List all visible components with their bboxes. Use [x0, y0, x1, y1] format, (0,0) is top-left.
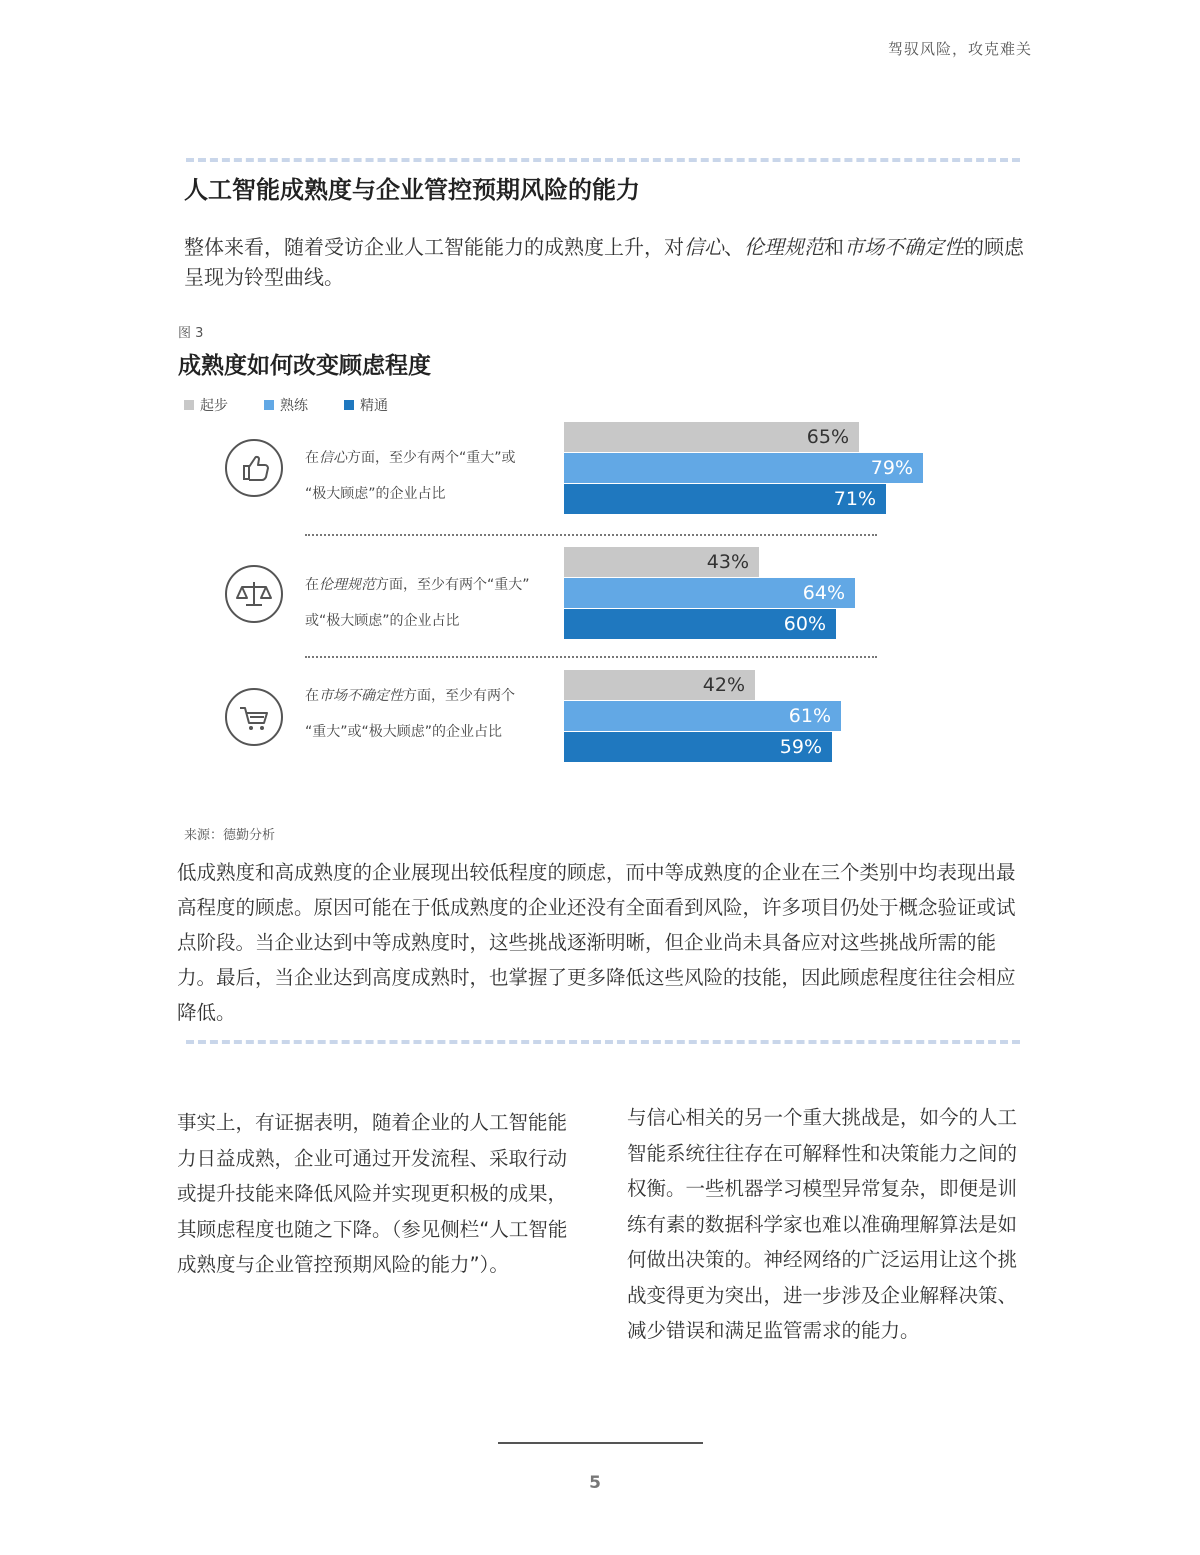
group-label-market [305, 678, 567, 750]
bar-expert-group-3 [564, 732, 832, 762]
bar-beginner-group-1 [564, 422, 859, 452]
intro-term-confidence: 信心 [684, 235, 724, 259]
legend-swatch-expert [344, 400, 354, 410]
bar-beginner-group-2 [564, 547, 759, 577]
bar-value-label: 42% [702, 674, 745, 696]
bar-beginner-group-3 [564, 670, 755, 700]
group-label-line2: “重大”或“极大顾虑”的企业占比 [305, 724, 503, 740]
shopping-cart-icon [225, 688, 283, 746]
page-number: 5 [589, 1473, 601, 1493]
bar-expert-group-2 [564, 609, 836, 639]
group-divider [305, 534, 877, 536]
bar-value-label: 43% [706, 551, 749, 573]
body-right-column: 与信心相关的另一个重大挑战是，如今的人工智能系统往往存在可解释性和决策能力之间的权衡。一些机器学习模型异常复杂，即便是训练有素的数据科学家也难以准确理解算法是如何做出决策的。神经网络的广泛运用让这个挑战变得更为突出，进一步涉及企业解释决策、减少错误和满足监管需求的能力。 [627, 1106, 1018, 1342]
group-label-ethics [305, 567, 567, 639]
legend-label-beginner: 起步 [200, 398, 228, 414]
sidebar-body-paragraph: 低成熟度和高成熟度的企业展现出较低程度的顾虑，而中等成熟度的企业在三个类别中均表现出最高程度的顾虑。原因可能在于低成熟度的企业还没有全面看到风险，许多项目仍处于概念验证或试点阶段。当企业达到中等成熟度时，这些挑战逐渐明晰，但企业尚未具备应对这些挑战所需的能力。最后，当企业达到高度成熟时，也掌握了更多降低这些风险的技能，因此顾虑程度往往会相应降低。 [177, 861, 1016, 1024]
legend-label-skilled: 熟练 [280, 398, 308, 414]
chart-legend [184, 395, 424, 415]
intro-sep-1: 、 [724, 235, 744, 259]
group-label-confidence [305, 440, 567, 512]
legend-item-expert [344, 395, 388, 415]
group-label-line2: 或“极大顾虑”的企业占比 [305, 613, 460, 629]
body-left-column: 事实上，有证据表明，随着企业的人工智能能力日益成熟，企业可通过开发流程、采取行动或提升技能来降低风险并实现更积极的成果，其顾虑程度也随之下降。（参见侧栏“人工智能成熟度与企业管控预期风险的能力”）。 [177, 1111, 568, 1276]
bar-skilled-group-2 [564, 578, 855, 608]
group-divider [305, 656, 877, 658]
intro-term-market: 市场不确定性 [844, 235, 964, 259]
figure-label: 图 3 [178, 326, 204, 341]
bar-skilled-group-1 [564, 453, 923, 483]
bar-value-label: 61% [788, 705, 831, 727]
figure-source: 来源：德勤分析 [184, 828, 276, 843]
figure-title: 成熟度如何改变顾虑程度 [178, 353, 431, 379]
group-label-line1: 在伦理规范方面，至少有两个“重大” [305, 577, 530, 593]
group-label-line1: 在信心方面，至少有两个“重大”或 [305, 450, 516, 466]
intro-sep-2: 和 [824, 235, 844, 259]
group-label-line2: “极大顾虑”的企业占比 [305, 486, 446, 502]
bar-value-label: 59% [779, 736, 822, 758]
bar-value-label: 65% [806, 426, 849, 448]
bar-value-label: 60% [783, 613, 826, 635]
running-header: 驾驭风险，攻克难关 [887, 40, 1032, 58]
sidebar-top-divider [186, 158, 1020, 162]
sidebar-bottom-divider [186, 1040, 1020, 1044]
bar-value-label: 79% [870, 457, 913, 479]
intro-text-1: 整体来看，随着受访企业人工智能能力的成熟度上升，对 [184, 235, 684, 259]
footer-rule [498, 1442, 703, 1444]
intro-text-2: 的顾虑呈现为铃型曲线。 [184, 235, 1024, 289]
legend-item-beginner [184, 395, 228, 415]
legend-label-expert: 精通 [360, 398, 388, 414]
sidebar-intro [184, 232, 1024, 292]
sidebar-title: 人工智能成熟度与企业管控预期风险的能力 [184, 176, 640, 204]
bar-expert-group-1 [564, 484, 886, 514]
bar-value-label: 64% [802, 582, 845, 604]
balance-scale-icon [225, 565, 283, 623]
bar-skilled-group-3 [564, 701, 841, 731]
legend-item-skilled [264, 395, 308, 415]
group-label-line1: 在市场不确定性方面，至少有两个 [305, 688, 515, 704]
thumbs-up-icon [225, 439, 283, 497]
legend-swatch-skilled [264, 400, 274, 410]
legend-swatch-beginner [184, 400, 194, 410]
intro-term-ethics: 伦理规范 [744, 235, 824, 259]
bar-value-label: 71% [833, 488, 876, 510]
